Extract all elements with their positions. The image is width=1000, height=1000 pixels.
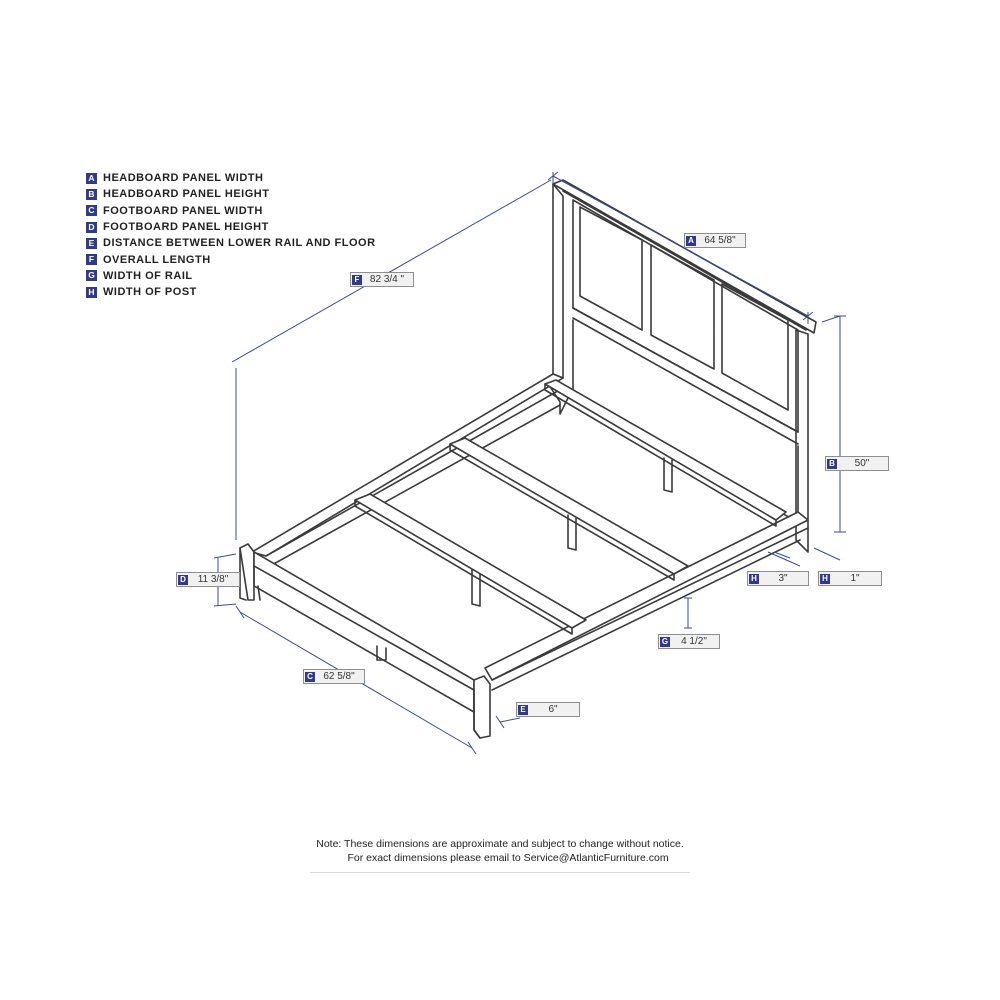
dimension-badge: D — [178, 575, 188, 585]
note-divider — [310, 872, 690, 873]
dimension-value: 50" — [854, 458, 870, 469]
legend-label: HEADBOARD PANEL HEIGHT — [103, 188, 270, 201]
legend-item-f — [86, 251, 376, 267]
bed-slat-1 — [355, 494, 586, 634]
dimension-label-c — [303, 669, 365, 684]
dimension-label-h-side — [818, 571, 882, 586]
dimension-badge: B — [827, 459, 837, 469]
dimension-badge: H — [820, 574, 830, 584]
dimension-badge: E — [518, 705, 528, 715]
dimension-value: 1" — [850, 573, 860, 584]
legend-label: HEADBOARD PANEL WIDTH — [103, 172, 264, 185]
dimension-value: 82 3/4 " — [369, 274, 405, 285]
dimension-label-a — [684, 233, 746, 248]
dimension-label-b — [825, 456, 889, 471]
legend-badge: H — [86, 287, 97, 298]
dimension-label-d — [176, 572, 240, 587]
legend — [86, 170, 376, 300]
dimension-line-h-side — [814, 548, 840, 560]
dimension-value: 6" — [548, 704, 558, 715]
legend-label: WIDTH OF RAIL — [103, 269, 193, 282]
dimension-line-e — [496, 716, 520, 728]
dimension-value: 11 3/8" — [197, 574, 229, 585]
legend-badge: B — [86, 189, 97, 200]
bed-slat-2 — [450, 438, 688, 580]
dimension-value: 4 1/2" — [681, 636, 707, 647]
legend-item-a — [86, 170, 376, 186]
legend-item-e — [86, 235, 376, 251]
footboard-rail — [254, 552, 474, 712]
legend-item-h — [86, 284, 376, 300]
legend-label: WIDTH OF POST — [103, 286, 197, 299]
dimension-value: 3" — [778, 573, 788, 584]
dimension-line-b — [822, 316, 846, 532]
note-line-1: Note: These dimensions are approximate and subject to change without notice. — [316, 838, 684, 850]
legend-item-c — [86, 203, 376, 219]
dimension-line-g — [684, 598, 692, 628]
legend-badge: D — [86, 222, 97, 233]
dimension-label-e — [516, 702, 580, 717]
dimension-badge: F — [352, 275, 362, 285]
legend-item-d — [86, 219, 376, 235]
headboard-left-post — [553, 184, 563, 378]
legend-label: FOOTBOARD PANEL HEIGHT — [103, 221, 269, 234]
dimension-label-f — [350, 272, 414, 287]
dimension-value: 64 5/8" — [704, 235, 736, 246]
dimension-line-h-post — [768, 552, 800, 566]
legend-badge: A — [86, 173, 97, 184]
dimension-badge: C — [305, 672, 315, 682]
legend-label: OVERALL LENGTH — [103, 253, 211, 266]
legend-badge: F — [86, 254, 97, 265]
legend-badge: E — [86, 238, 97, 249]
headboard-top-cap — [553, 180, 816, 333]
footboard-left-post — [240, 544, 254, 600]
legend-label: FOOTBOARD PANEL WIDTH — [103, 204, 263, 217]
dimension-badge: G — [661, 636, 669, 646]
legend-item-b — [86, 186, 376, 202]
legend-label: DISTANCE BETWEEN LOWER RAIL AND FLOOR — [103, 237, 376, 250]
legend-item-g — [86, 268, 376, 284]
footboard-right-post — [474, 676, 490, 738]
dimension-badge: H — [749, 574, 759, 584]
dimension-label-g — [658, 634, 720, 649]
legend-badge: G — [86, 270, 97, 281]
legend-badge: C — [86, 205, 97, 216]
dimension-badge: A — [686, 236, 696, 246]
note-line-2: For exact dimensions please email to Service@AtlanticFurniture.com — [347, 852, 669, 864]
dimension-value: 62 5/8" — [323, 671, 355, 682]
dimension-label-h-post — [747, 571, 809, 586]
